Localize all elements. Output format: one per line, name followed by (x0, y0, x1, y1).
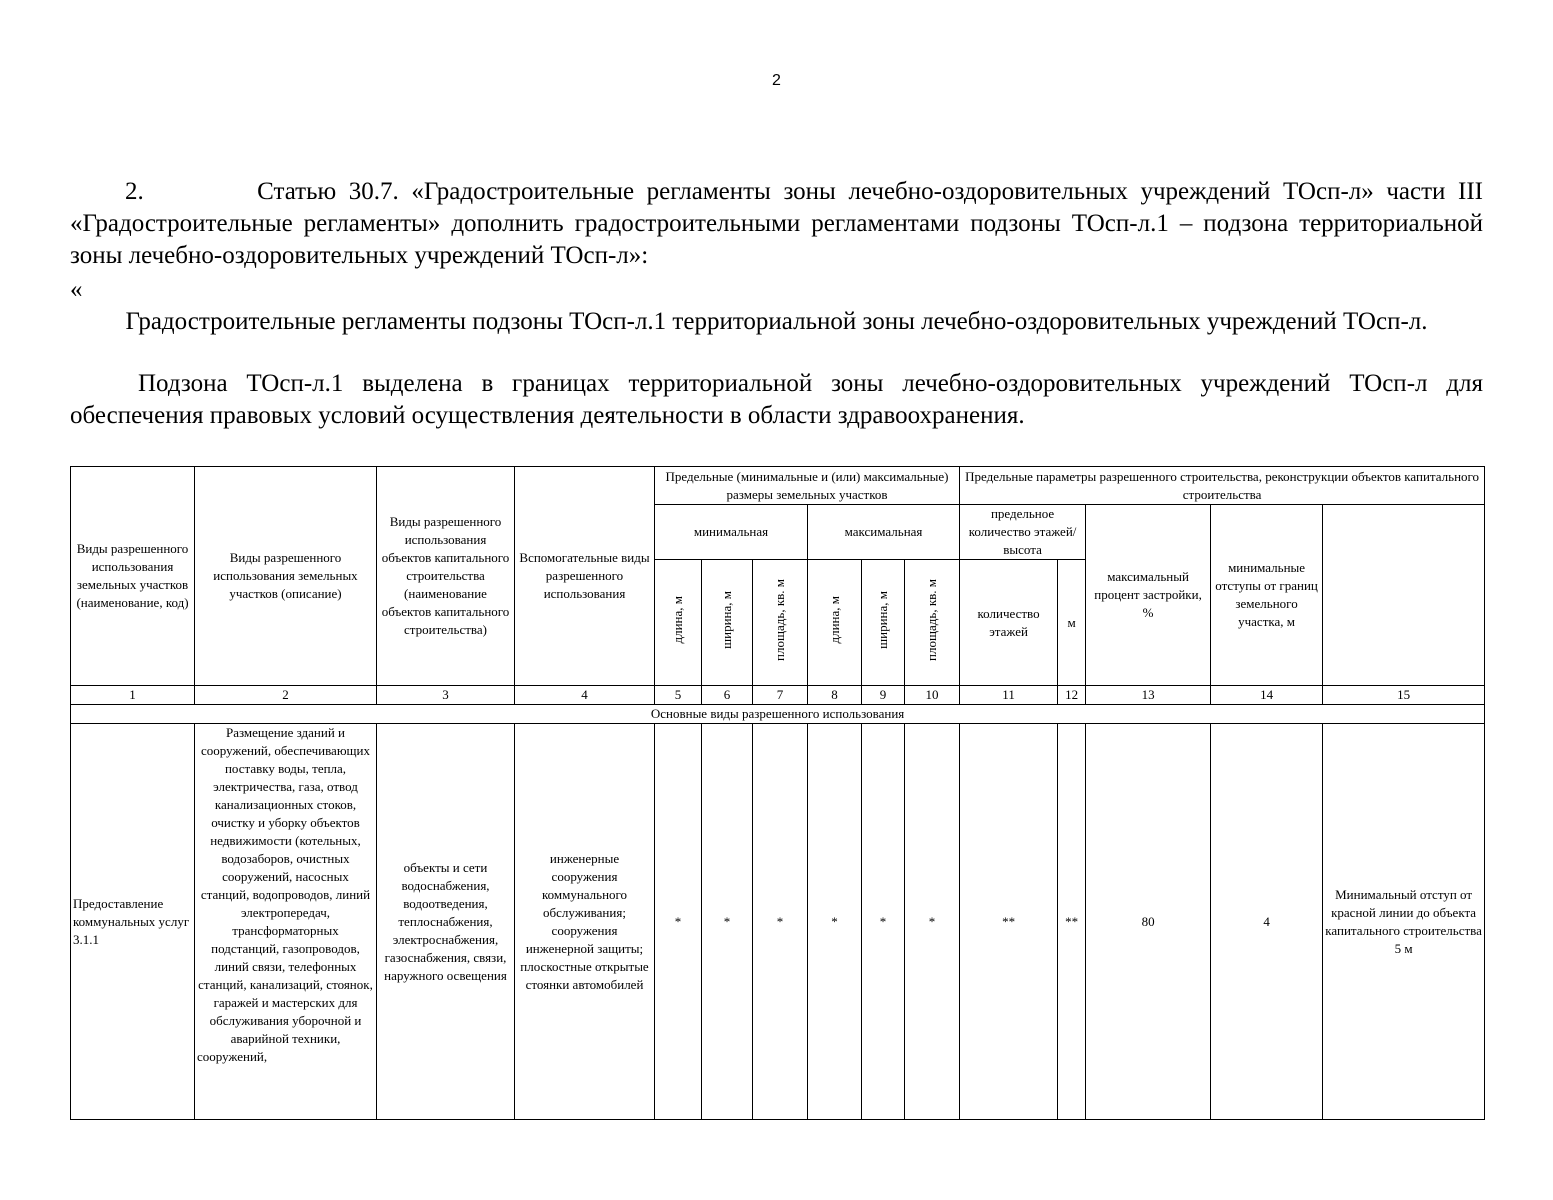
header-max-length: длина, м (808, 560, 862, 686)
header-max-area: площадь, кв. м (905, 560, 960, 686)
row-max-area: * (905, 724, 960, 1120)
row-land-use-name: Предоставление коммунальных услуг 3.1.1 (71, 724, 195, 1120)
col-number: 3 (377, 686, 515, 705)
header-maximal: максимальная (808, 505, 960, 560)
row-floors: ** (960, 724, 1058, 1120)
header-m: м (1058, 560, 1086, 686)
row-max-length: * (808, 724, 862, 1120)
col-number: 12 (1058, 686, 1086, 705)
section-title: Основные виды разрешенного использования (71, 705, 1485, 724)
opening-quote: « (70, 276, 83, 303)
col-number: 4 (515, 686, 655, 705)
col-number: 7 (753, 686, 808, 705)
header-max-width: ширина, м (862, 560, 905, 686)
row-min-setback: 4 (1211, 724, 1323, 1120)
row-description: Размещение зданий и сооружений, обеспечивающих поставку воды, тепла, электричества, газа, отвод канализационных стоков, очистку и уборку объектов недвижимости (котельных, водозаборов, очистных сооружений, насосных станций, водопроводов, линий электропередач, трансформаторных подстанций, газопроводов, линий связи, телефонных станций, канализаций, стоянок, гаражей и мастерских для обслуживания уборочной и аварийной техники, сооружений, (195, 724, 377, 1120)
regulations-table (70, 466, 1485, 1120)
header-construction-params: Предельные параметры разрешенного строительства, реконструкции объектов капитального строительства (960, 467, 1485, 505)
col-number: 15 (1323, 686, 1485, 705)
col-number: 9 (862, 686, 905, 705)
col-number: 8 (808, 686, 862, 705)
row-min-length: * (655, 724, 702, 1120)
header-land-plot-sizes: Предельные (минимальные и (или) максимальные) размеры земельных участков (655, 467, 960, 505)
header-land-use-name: Виды разрешенного использования земельных участков (наименование, код) (71, 467, 195, 686)
header-auxiliary-uses: Вспомогательные виды разрешенного использования (515, 467, 655, 686)
col-number: 1 (71, 686, 195, 705)
row-other-params: Минимальный отступ от красной линии до объекта капитального строительства 5 м (1323, 724, 1485, 1120)
header-min-setback: минимальные отступы от границ земельного участка, м (1211, 505, 1323, 686)
header-min-length: длина, м (655, 560, 702, 686)
row-auxiliary: инженерные сооружения коммунального обслуживания; сооружения инженерной защиты; плоскостные открытые стоянки автомобилей (515, 724, 655, 1120)
row-min-area: * (753, 724, 808, 1120)
header-capital-objects: Виды разрешенного использования объектов капитального строительства (наименование объектов капитального строительства) (377, 467, 515, 686)
col-number: 10 (905, 686, 960, 705)
table-row (71, 724, 1485, 1120)
amendment-paragraph: 2. Статью 30.7. «Градостроительные регламенты зоны лечебно-оздоровительных учреждений ТОсп-л» части III «Градостроительные регламенты» дополнить градостроительными регламентами подзоны ТОсп-л.1 – подзона территориальной зоны лечебно-оздоровительных учреждений ТОсп-л»: (70, 178, 1483, 269)
row-height-m: ** (1058, 724, 1086, 1120)
header-min-area: площадь, кв. м (753, 560, 808, 686)
row-max-percent: 80 (1086, 724, 1211, 1120)
subzone-description: Подзона ТОсп-л.1 выделена в границах территориальной зоны лечебно-оздоровительных учреждений ТОсп-л для обеспечения правовых условий осуществления деятельности в области здравоохранения. (70, 370, 1483, 429)
page-number: 2 (772, 72, 781, 89)
col-number: 2 (195, 686, 377, 705)
col-number: 13 (1086, 686, 1211, 705)
header-floors-height: предельное количество этажей/высота (960, 505, 1086, 560)
header-max-percent: максимальный процент застройки, % (1086, 505, 1211, 686)
col-number: 14 (1211, 686, 1323, 705)
row-max-width: * (862, 724, 905, 1120)
header-land-use-description: Виды разрешенного использования земельных участков (описание) (195, 467, 377, 686)
header-minimal: минимальная (655, 505, 808, 560)
header-min-width: ширина, м (702, 560, 753, 686)
row-min-width: * (702, 724, 753, 1120)
row-capital-objects: объекты и сети водоснабжения, водоотведения, теплоснабжения, электроснабжения, газоснабжения, связи, наружного освещения (377, 724, 515, 1120)
header-floors: количество этажей (960, 560, 1058, 686)
col-number: 6 (702, 686, 753, 705)
section-heading: Градостроительные регламенты подзоны ТОсп-л.1 территориальной зоны лечебно-оздоровительных учреждений ТОсп-л. (125, 308, 1428, 335)
col-number: 11 (960, 686, 1058, 705)
col-number: 5 (655, 686, 702, 705)
